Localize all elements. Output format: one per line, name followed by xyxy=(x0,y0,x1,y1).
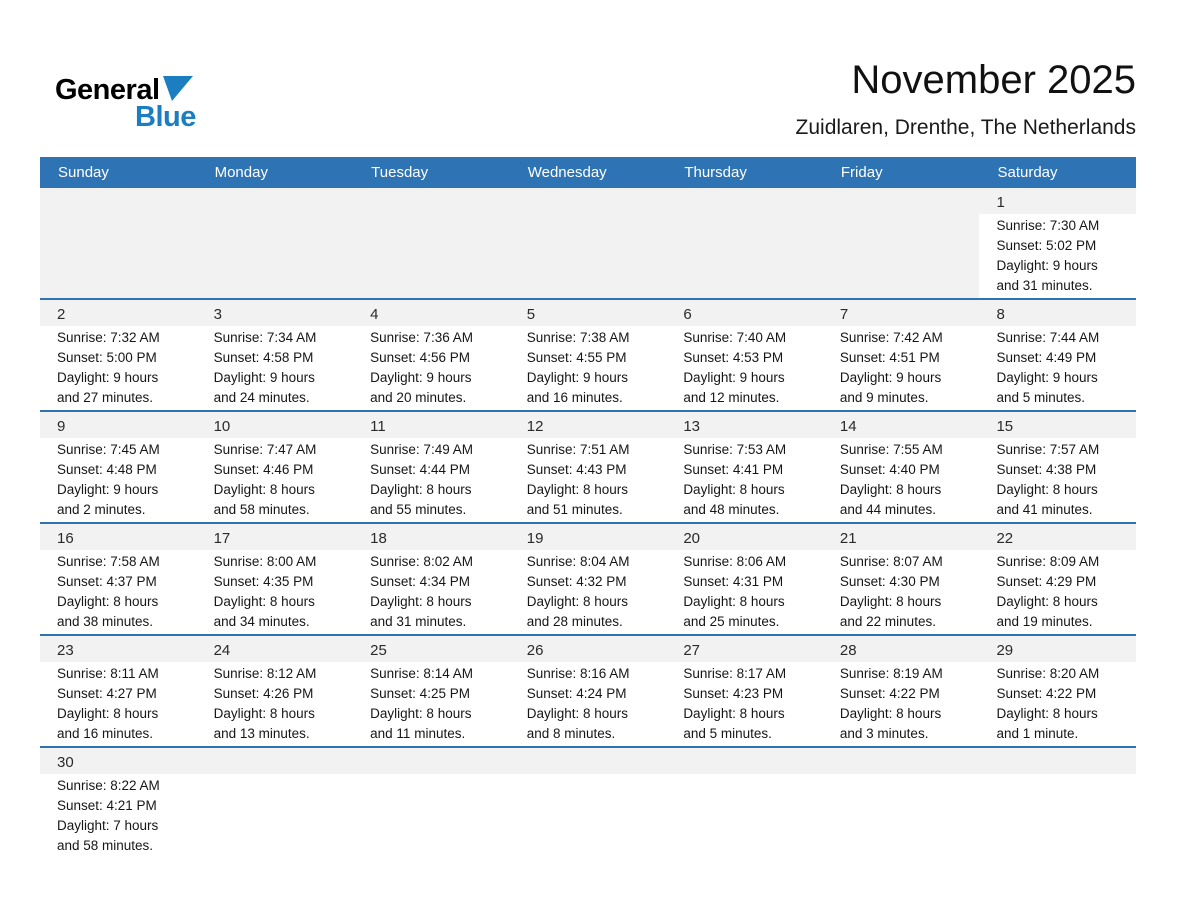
calendar-table xyxy=(40,157,1136,858)
day-number: 4 xyxy=(370,306,379,323)
day-info-line: Sunrise: 7:34 AM xyxy=(213,330,317,345)
day-info-line: Sunset: 4:40 PM xyxy=(839,462,940,477)
day-cell-17 xyxy=(197,524,354,634)
day-number-strip xyxy=(353,188,510,214)
day-number-strip xyxy=(979,636,1136,662)
day-info-line: Sunset: 4:29 PM xyxy=(996,574,1097,589)
day-info-line: Sunrise: 7:36 AM xyxy=(370,330,473,345)
day-info-line: and 27 minutes. xyxy=(57,390,154,405)
day-info-line: Daylight: 8 hours xyxy=(839,594,942,609)
day-number: 12 xyxy=(526,418,544,435)
week-row-6 xyxy=(40,746,1136,858)
day-cell-30 xyxy=(40,748,197,858)
day-number: 30 xyxy=(57,754,74,771)
day-number-strip xyxy=(40,748,197,774)
day-number-strip xyxy=(666,636,823,662)
day-number: 2 xyxy=(57,306,66,323)
day-cell-body xyxy=(979,214,1136,298)
day-info-line: Daylight: 8 hours xyxy=(370,594,472,609)
day-cell-body xyxy=(197,438,354,522)
day-number-strip xyxy=(979,524,1136,550)
day-number-strip xyxy=(353,412,510,438)
day-info-line: Sunrise: 8:17 AM xyxy=(683,666,787,681)
day-cell-body xyxy=(197,662,354,746)
day-info-line: Sunset: 4:31 PM xyxy=(683,574,784,589)
day-number: 11 xyxy=(370,418,386,435)
day-cell-body xyxy=(40,662,197,746)
day-info-line: Daylight: 8 hours xyxy=(370,482,472,497)
day-info-line: Sunset: 4:32 PM xyxy=(526,574,627,589)
day-info-line: Sunset: 4:34 PM xyxy=(370,574,470,589)
day-info-line: Sunset: 4:24 PM xyxy=(526,686,627,701)
day-info-line: and 38 minutes. xyxy=(57,614,154,629)
week-row-5 xyxy=(40,634,1136,746)
day-cell-27 xyxy=(666,636,823,746)
day-info-line: Sunrise: 8:11 AM xyxy=(57,666,159,681)
day-cell-body xyxy=(823,326,980,410)
day-number-strip xyxy=(353,636,510,662)
day-number: 14 xyxy=(839,418,857,435)
week-row-2 xyxy=(40,298,1136,410)
day-info-line: Sunrise: 8:22 AM xyxy=(57,778,160,793)
weekday-header-wednesday: Wednesday xyxy=(527,164,607,181)
day-cell-body xyxy=(823,662,980,746)
day-info-line: Daylight: 9 hours xyxy=(213,370,315,385)
day-info-line: Sunset: 4:38 PM xyxy=(996,462,1097,477)
day-number: 6 xyxy=(683,306,692,323)
day-info-line: and 9 minutes. xyxy=(839,390,929,405)
day-cell-body xyxy=(510,214,667,218)
day-info-line: Daylight: 8 hours xyxy=(839,482,942,497)
empty-cell xyxy=(823,188,980,298)
day-info-line: Sunrise: 7:42 AM xyxy=(839,330,943,345)
day-number-strip xyxy=(666,300,823,326)
day-info-line: Sunset: 4:44 PM xyxy=(370,462,470,477)
day-info-line: and 31 minutes. xyxy=(370,614,467,629)
day-info-line: and 51 minutes. xyxy=(526,502,623,517)
day-number: 29 xyxy=(996,642,1014,659)
day-info-line: and 24 minutes. xyxy=(213,390,310,405)
day-number: 20 xyxy=(683,530,700,547)
day-cell-14 xyxy=(823,412,980,522)
day-cell-body xyxy=(197,326,354,410)
day-info-line: Sunset: 4:35 PM xyxy=(213,574,314,589)
day-info-line: Sunrise: 8:16 AM xyxy=(526,666,630,681)
day-info-line: and 58 minutes. xyxy=(57,838,154,853)
day-info-line: Sunrise: 7:45 AM xyxy=(57,442,160,457)
day-number: 22 xyxy=(996,530,1014,547)
empty-cell xyxy=(197,748,354,858)
page-subtitle: Zuidlaren, Drenthe, The Netherlands xyxy=(795,116,1136,139)
day-cell-body xyxy=(823,438,980,522)
day-info-line: Daylight: 8 hours xyxy=(996,706,1098,721)
day-cell-9 xyxy=(40,412,197,522)
week-row-4 xyxy=(40,522,1136,634)
day-cell-4 xyxy=(353,300,510,410)
day-info-line: Sunset: 4:48 PM xyxy=(57,462,157,477)
day-info-line: Daylight: 9 hours xyxy=(996,258,1098,273)
day-cell-body xyxy=(197,550,354,634)
day-info-line: Sunrise: 8:04 AM xyxy=(526,554,630,569)
day-cell-body xyxy=(979,326,1136,410)
page-title: November 2025 xyxy=(851,58,1136,102)
day-number-strip xyxy=(510,300,667,326)
day-cell-25 xyxy=(353,636,510,746)
day-info-line: Daylight: 8 hours xyxy=(213,482,315,497)
day-info-line: Sunrise: 7:51 AM xyxy=(526,442,630,457)
day-cell-body xyxy=(353,438,510,522)
day-info-line: and 58 minutes. xyxy=(213,502,310,517)
empty-cell xyxy=(666,748,823,858)
day-info-line: and 44 minutes. xyxy=(839,502,936,517)
day-info-line: and 41 minutes. xyxy=(996,502,1093,517)
day-number-strip xyxy=(666,748,823,774)
day-number: 23 xyxy=(57,642,74,659)
day-cell-29 xyxy=(979,636,1136,746)
day-info-line: Daylight: 8 hours xyxy=(839,706,942,721)
day-info-line: Daylight: 9 hours xyxy=(526,370,629,385)
empty-cell xyxy=(979,748,1136,858)
day-info-line: Sunrise: 7:57 AM xyxy=(996,442,1100,457)
empty-cell xyxy=(197,188,354,298)
logo-text-general: General xyxy=(55,74,160,106)
day-cell-body xyxy=(666,662,823,746)
day-info-line: Daylight: 9 hours xyxy=(683,370,785,385)
day-number: 15 xyxy=(996,418,1014,435)
day-cell-12 xyxy=(510,412,667,522)
day-info-line: Sunset: 4:56 PM xyxy=(370,350,470,365)
day-info-line: Daylight: 9 hours xyxy=(57,482,159,497)
day-cell-16 xyxy=(40,524,197,634)
day-number-strip xyxy=(197,412,354,438)
day-info-line: Daylight: 7 hours xyxy=(57,818,159,833)
day-cell-body xyxy=(510,550,667,634)
day-info-line: and 28 minutes. xyxy=(526,614,623,629)
day-info-line: and 1 minute. xyxy=(996,726,1079,741)
calendar-header xyxy=(796,58,1136,140)
day-cell-body xyxy=(353,326,510,410)
day-info-line: and 16 minutes. xyxy=(57,726,154,741)
day-cell-body xyxy=(823,550,980,634)
day-info-line: Sunrise: 8:06 AM xyxy=(683,554,787,569)
day-cell-body xyxy=(353,550,510,634)
day-cell-24 xyxy=(197,636,354,746)
day-info-line: Daylight: 8 hours xyxy=(57,706,159,721)
day-cell-body xyxy=(823,214,980,218)
day-number: 9 xyxy=(57,418,66,435)
empty-cell xyxy=(510,748,667,858)
day-number-strip xyxy=(510,636,667,662)
day-cell-body xyxy=(197,214,354,218)
day-info-line: and 5 minutes. xyxy=(683,726,772,741)
day-number: 21 xyxy=(839,530,857,547)
weekday-header-friday: Friday xyxy=(840,164,883,181)
day-number: 27 xyxy=(683,642,700,659)
day-cell-10 xyxy=(197,412,354,522)
day-info-line: and 12 minutes. xyxy=(683,390,780,405)
empty-cell xyxy=(510,188,667,298)
day-number-strip xyxy=(979,412,1136,438)
day-info-line: and 16 minutes. xyxy=(526,390,623,405)
day-info-line: Daylight: 9 hours xyxy=(996,370,1098,385)
day-cell-1 xyxy=(979,188,1136,298)
day-info-line: and 25 minutes. xyxy=(683,614,780,629)
day-info-line: Daylight: 8 hours xyxy=(370,706,472,721)
day-number: 10 xyxy=(213,418,231,435)
empty-cell xyxy=(40,188,197,298)
day-cell-26 xyxy=(510,636,667,746)
day-cell-body xyxy=(510,774,667,778)
day-info-line: Sunrise: 8:09 AM xyxy=(996,554,1100,569)
day-info-line: Daylight: 8 hours xyxy=(683,706,785,721)
day-info-line: and 34 minutes. xyxy=(213,614,310,629)
day-cell-body xyxy=(510,326,667,410)
empty-cell xyxy=(666,188,823,298)
day-info-line: Daylight: 8 hours xyxy=(57,594,159,609)
day-info-line: Daylight: 8 hours xyxy=(996,482,1098,497)
day-cell-19 xyxy=(510,524,667,634)
day-cell-3 xyxy=(197,300,354,410)
day-info-line: Sunrise: 8:20 AM xyxy=(996,666,1100,681)
day-info-line: Daylight: 8 hours xyxy=(683,482,785,497)
day-cell-22 xyxy=(979,524,1136,634)
day-cell-20 xyxy=(666,524,823,634)
day-number: 17 xyxy=(213,530,231,547)
day-number: 26 xyxy=(526,642,544,659)
day-info-line: Sunrise: 7:40 AM xyxy=(683,330,787,345)
day-info-line: Sunset: 4:21 PM xyxy=(57,798,157,813)
day-number-strip xyxy=(40,524,197,550)
day-cell-body xyxy=(353,662,510,746)
day-cell-body xyxy=(666,214,823,218)
day-info-line: Sunrise: 8:19 AM xyxy=(839,666,943,681)
day-number-strip xyxy=(823,524,980,550)
day-number-strip xyxy=(510,188,667,214)
day-info-line: Sunset: 5:00 PM xyxy=(57,350,157,365)
day-number-strip xyxy=(353,748,510,774)
day-number: 1 xyxy=(996,194,1005,211)
day-cell-28 xyxy=(823,636,980,746)
day-number-strip xyxy=(979,748,1136,774)
day-info-line: Sunrise: 7:47 AM xyxy=(213,442,317,457)
day-info-line: Sunset: 4:26 PM xyxy=(213,686,314,701)
day-cell-body xyxy=(40,438,197,522)
day-info-line: and 19 minutes. xyxy=(996,614,1093,629)
day-number-strip xyxy=(40,300,197,326)
day-info-line: and 2 minutes. xyxy=(57,502,146,517)
day-cell-body xyxy=(823,774,980,778)
week-row-1 xyxy=(40,188,1136,298)
day-cell-body xyxy=(40,774,197,858)
day-cell-body xyxy=(979,438,1136,522)
day-number: 3 xyxy=(213,306,222,323)
day-number-strip xyxy=(40,412,197,438)
day-info-line: Sunset: 4:49 PM xyxy=(996,350,1097,365)
day-info-line: Sunset: 4:46 PM xyxy=(213,462,314,477)
day-info-line: Sunrise: 7:58 AM xyxy=(57,554,160,569)
day-info-line: Sunset: 5:02 PM xyxy=(996,238,1097,253)
day-number: 13 xyxy=(683,418,700,435)
day-info-line: Sunset: 4:41 PM xyxy=(683,462,784,477)
day-number-strip xyxy=(40,188,197,214)
day-info-line: Sunset: 4:27 PM xyxy=(57,686,157,701)
day-number-strip xyxy=(353,524,510,550)
day-info-line: Daylight: 8 hours xyxy=(526,594,629,609)
day-number-strip xyxy=(666,412,823,438)
day-number-strip xyxy=(510,412,667,438)
weekday-header-thursday: Thursday xyxy=(684,164,747,181)
day-cell-body xyxy=(979,662,1136,746)
day-cell-body xyxy=(40,550,197,634)
day-cell-body xyxy=(979,550,1136,634)
weekday-header-saturday: Saturday xyxy=(997,164,1058,181)
day-number-strip xyxy=(823,636,980,662)
day-info-line: Sunrise: 7:30 AM xyxy=(996,218,1100,233)
day-info-line: and 55 minutes. xyxy=(370,502,467,517)
day-number: 16 xyxy=(57,530,74,547)
day-cell-body xyxy=(666,326,823,410)
day-cell-body xyxy=(40,326,197,410)
day-number-strip xyxy=(666,188,823,214)
day-cell-body xyxy=(666,438,823,522)
day-number-strip xyxy=(197,300,354,326)
day-info-line: Sunset: 4:51 PM xyxy=(839,350,940,365)
day-cell-23 xyxy=(40,636,197,746)
day-cell-body xyxy=(666,774,823,778)
day-info-line: and 11 minutes. xyxy=(370,726,466,741)
day-info-line: Sunset: 4:53 PM xyxy=(683,350,784,365)
logo-text-blue: Blue xyxy=(135,101,196,133)
day-info-line: Daylight: 8 hours xyxy=(683,594,785,609)
day-info-line: Daylight: 9 hours xyxy=(370,370,472,385)
week-row-3 xyxy=(40,410,1136,522)
day-info-line: and 22 minutes. xyxy=(839,614,936,629)
day-cell-15 xyxy=(979,412,1136,522)
day-number: 5 xyxy=(526,306,536,323)
day-info-line: and 5 minutes. xyxy=(996,390,1086,405)
day-number: 18 xyxy=(370,530,387,547)
day-number: 8 xyxy=(996,306,1005,323)
day-info-line: Sunset: 4:25 PM xyxy=(370,686,470,701)
day-cell-11 xyxy=(353,412,510,522)
day-cell-6 xyxy=(666,300,823,410)
day-number: 7 xyxy=(839,306,849,323)
weekday-header-monday: Monday xyxy=(214,164,268,181)
day-cell-body xyxy=(353,774,510,778)
day-cell-13 xyxy=(666,412,823,522)
day-info-line: Sunrise: 7:44 AM xyxy=(996,330,1100,345)
day-info-line: and 13 minutes. xyxy=(213,726,310,741)
calendar-grid xyxy=(40,188,1136,858)
day-info-line: Sunset: 4:55 PM xyxy=(526,350,627,365)
day-info-line: Daylight: 8 hours xyxy=(996,594,1098,609)
day-cell-body xyxy=(510,662,667,746)
day-cell-5 xyxy=(510,300,667,410)
day-info-line: and 48 minutes. xyxy=(683,502,780,517)
day-info-line: Sunset: 4:22 PM xyxy=(996,686,1097,701)
day-info-line: Sunset: 4:37 PM xyxy=(57,574,157,589)
day-cell-2 xyxy=(40,300,197,410)
day-info-line: Sunrise: 8:00 AM xyxy=(213,554,317,569)
day-number-strip xyxy=(510,748,667,774)
day-number: 28 xyxy=(839,642,857,659)
day-cell-21 xyxy=(823,524,980,634)
day-cell-7 xyxy=(823,300,980,410)
empty-cell xyxy=(353,748,510,858)
day-number-strip xyxy=(979,300,1136,326)
day-number-strip xyxy=(197,524,354,550)
day-info-line: Sunrise: 7:49 AM xyxy=(370,442,473,457)
weekday-header-tuesday: Tuesday xyxy=(371,164,429,181)
day-number-strip xyxy=(823,188,980,214)
day-info-line: Daylight: 8 hours xyxy=(526,706,629,721)
day-info-line: Daylight: 8 hours xyxy=(213,594,315,609)
day-info-line: Daylight: 9 hours xyxy=(57,370,159,385)
day-number-strip xyxy=(823,748,980,774)
day-number-strip xyxy=(510,524,667,550)
day-number-strip xyxy=(197,748,354,774)
day-info-line: Daylight: 9 hours xyxy=(839,370,942,385)
day-info-line: and 20 minutes. xyxy=(370,390,467,405)
day-number-strip xyxy=(979,188,1136,214)
day-info-line: Sunrise: 7:53 AM xyxy=(683,442,787,457)
day-cell-8 xyxy=(979,300,1136,410)
day-info-line: Sunrise: 7:32 AM xyxy=(57,330,160,345)
day-info-line: Sunset: 4:23 PM xyxy=(683,686,784,701)
day-number-strip xyxy=(823,412,980,438)
day-info-line: and 8 minutes. xyxy=(526,726,616,741)
day-info-line: Sunrise: 7:55 AM xyxy=(839,442,943,457)
day-info-line: and 3 minutes. xyxy=(839,726,929,741)
day-cell-body xyxy=(353,214,510,218)
day-info-line: Sunrise: 8:07 AM xyxy=(839,554,943,569)
empty-cell xyxy=(353,188,510,298)
weekday-header-sunday: Sunday xyxy=(58,164,109,181)
day-info-line: Sunrise: 8:12 AM xyxy=(213,666,317,681)
day-number-strip xyxy=(197,188,354,214)
day-cell-body xyxy=(979,774,1136,778)
day-number: 25 xyxy=(370,642,387,659)
day-info-line: Sunset: 4:30 PM xyxy=(839,574,940,589)
day-info-line: Daylight: 8 hours xyxy=(526,482,629,497)
day-number: 24 xyxy=(213,642,231,659)
empty-cell xyxy=(823,748,980,858)
day-info-line: Sunset: 4:43 PM xyxy=(526,462,627,477)
day-info-line: Daylight: 8 hours xyxy=(213,706,315,721)
general-blue-logo xyxy=(55,74,196,134)
day-number: 19 xyxy=(526,530,544,547)
day-cell-body xyxy=(666,550,823,634)
day-number-strip xyxy=(197,636,354,662)
day-cell-body xyxy=(40,214,197,218)
day-cell-body xyxy=(197,774,354,778)
day-info-line: Sunrise: 8:14 AM xyxy=(370,666,473,681)
day-info-line: Sunrise: 8:02 AM xyxy=(370,554,473,569)
day-number-strip xyxy=(666,524,823,550)
day-info-line: Sunset: 4:22 PM xyxy=(839,686,940,701)
day-number-strip xyxy=(823,300,980,326)
day-cell-body xyxy=(510,438,667,522)
weekday-header-row xyxy=(40,157,1136,188)
day-info-line: and 31 minutes. xyxy=(996,278,1093,293)
day-number-strip xyxy=(353,300,510,326)
day-info-line: Sunrise: 7:38 AM xyxy=(526,330,630,345)
day-number-strip xyxy=(40,636,197,662)
day-cell-18 xyxy=(353,524,510,634)
day-info-line: Sunset: 4:58 PM xyxy=(213,350,314,365)
